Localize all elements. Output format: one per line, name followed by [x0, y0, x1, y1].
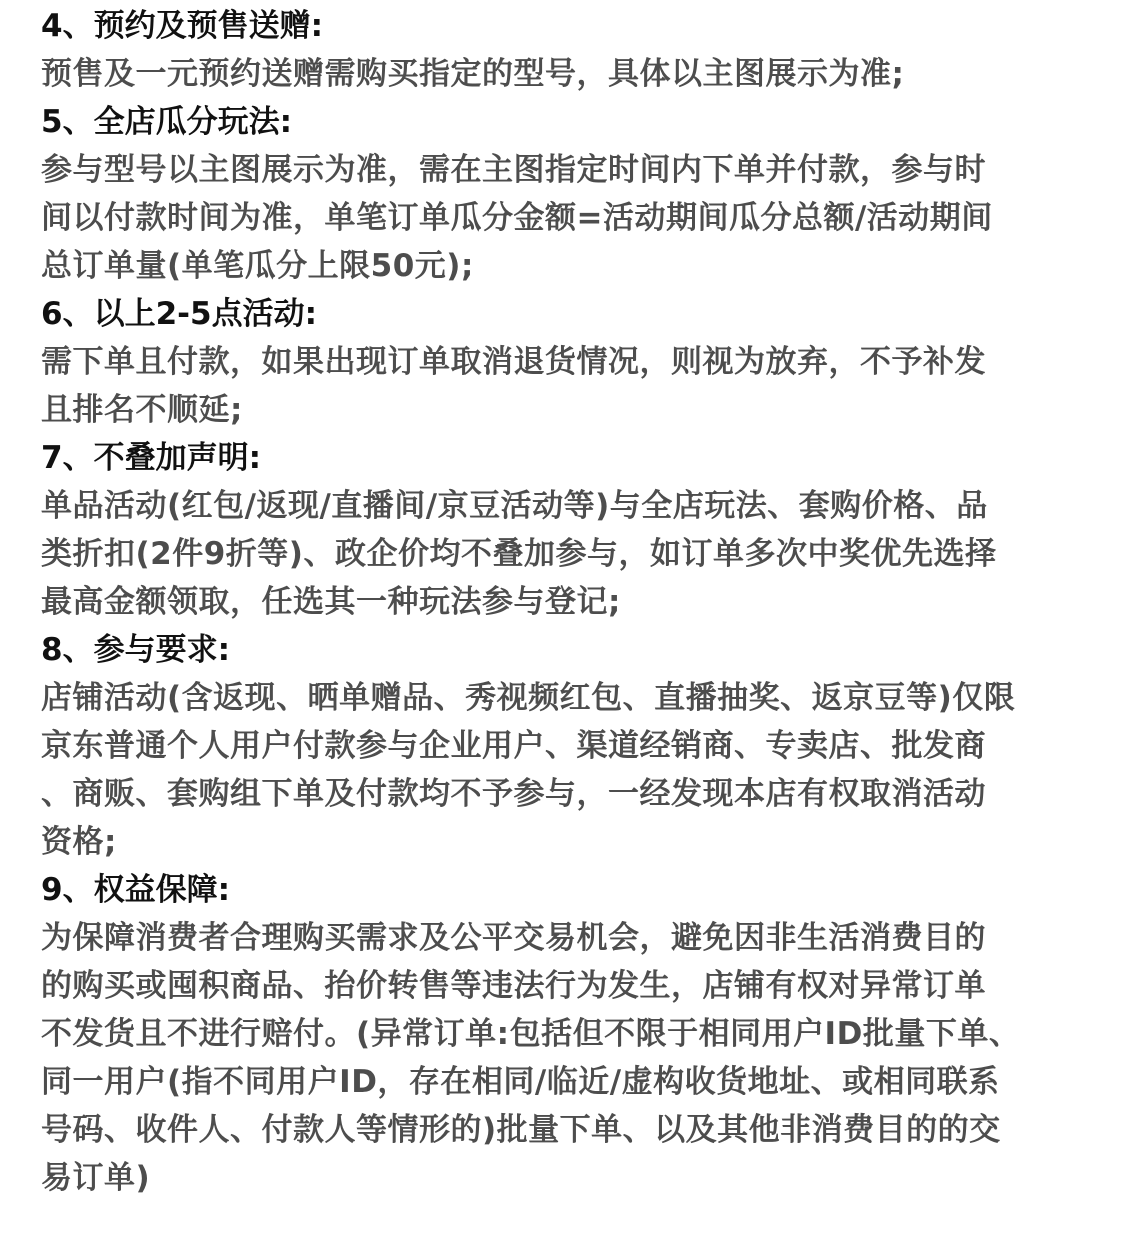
- section-text-line: 单品活动(红包/返现/直播间/京豆活动等)与全店玩法、套购价格、品: [41, 488, 988, 524]
- section-text-line: 需下单且付款，如果出现订单取消退货情况，则视为放弃，不予补发: [41, 344, 986, 380]
- section-5-store-split: [41, 98, 1095, 290]
- section-heading: 8、参与要求:: [41, 632, 230, 668]
- section-text-line: 不发货且不进行赔付。(异常订单:包括但不限于相同用户ID批量下单、: [41, 1016, 1021, 1052]
- section-text-line: 同一用户(指不同用户ID，存在相同/临近/虚构收货地址、或相同联系: [41, 1064, 1000, 1100]
- section-heading: 9、权益保障:: [41, 872, 230, 908]
- section-text-line: 类折扣(2件9折等)、政企价均不叠加参与，如订单多次中奖优先选择: [41, 536, 997, 572]
- section-heading: 5、全店瓜分玩法:: [41, 104, 292, 140]
- section-text-line: 资格;: [41, 824, 117, 860]
- section-6-activities: [41, 290, 1095, 434]
- section-text-line: 的购买或囤积商品、抬价转售等违法行为发生，店铺有权对异常订单: [41, 968, 986, 1004]
- section-7-no-stacking: [41, 434, 1095, 626]
- section-text-line: 参与型号以主图展示为准，需在主图指定时间内下单并付款，参与时: [41, 152, 986, 188]
- section-text-line: 最高金额领取，任选其一种玩法参与登记;: [41, 584, 621, 620]
- section-heading: 4、预约及预售送赠:: [41, 8, 323, 44]
- section-text-line: 且排名不顺延;: [41, 392, 243, 428]
- section-text-line: 京东普通个人用户付款参与企业用户、渠道经销商、专卖店、批发商: [41, 728, 986, 764]
- section-4-presale-gift: [41, 2, 1095, 98]
- section-9-rights-protection: [41, 866, 1095, 1202]
- section-text-line: 预售及一元预约送赠需购买指定的型号，具体以主图展示为准;: [41, 56, 905, 92]
- section-text-line: 易订单): [41, 1160, 151, 1196]
- section-text-line: 为保障消费者合理购买需求及公平交易机会，避免因非生活消费目的: [41, 920, 986, 956]
- section-8-requirements: [41, 626, 1095, 866]
- section-heading: 6、以上2-5点活动:: [41, 296, 317, 332]
- section-text-line: 、商贩、套购组下单及付款均不予参与，一经发现本店有权取消活动: [41, 776, 986, 812]
- section-text-line: 总订单量(单笔瓜分上限50元);: [41, 248, 474, 284]
- section-text-line: 间以付款时间为准，单笔订单瓜分金额=活动期间瓜分总额/活动期间: [41, 200, 993, 236]
- section-heading: 7、不叠加声明:: [41, 440, 261, 476]
- section-text-line: 店铺活动(含返现、晒单赠品、秀视频红包、直播抽奖、返京豆等)仅限: [41, 680, 1016, 716]
- section-text-line: 号码、收件人、付款人等情形的)批量下单、以及其他非消费目的的交: [41, 1112, 1001, 1148]
